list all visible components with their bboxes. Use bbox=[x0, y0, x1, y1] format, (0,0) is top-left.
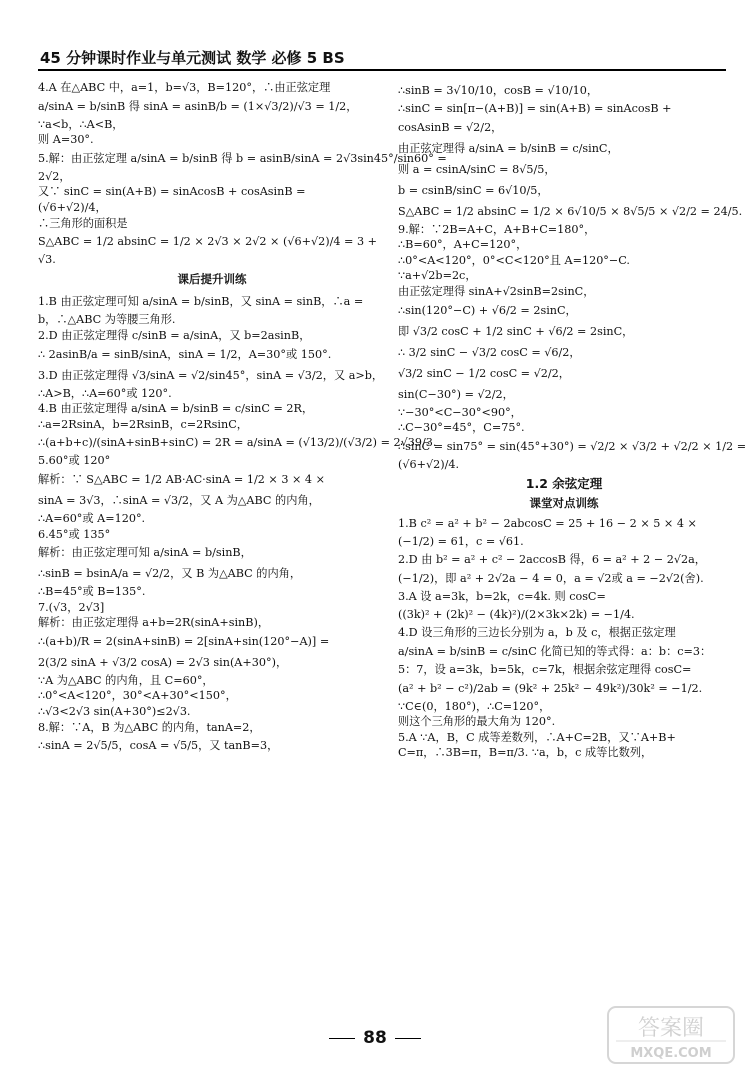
text-line: 由正弦定理得 a/sinA = b/sinB = c/sinC， bbox=[398, 141, 619, 155]
watermark-logo bbox=[606, 1005, 736, 1065]
text-line: 2.D 由正弦定理得 c/sinB = a/sinA，又 b=2asinB， bbox=[38, 328, 311, 342]
section-heading-law-of-cosines: 1.2 余弦定理 bbox=[525, 476, 603, 492]
text-line: ∴sinC = sin75° = sin(45°+30°) = √2/2 × √3/2 + √2/2 × 1/2 = bbox=[398, 439, 747, 453]
text-line: 7.(√3，2√3] bbox=[38, 600, 105, 614]
text-line: ∴0°<A<120°，30°<A+30°<150°， bbox=[38, 689, 237, 703]
right-solutions-block-2 bbox=[398, 516, 730, 761]
text-line: (√6+√2)/4， bbox=[38, 200, 107, 214]
text-line: 2(3/2 sinA + √3/2 cosA) = 2√3 sin(A+30°)， bbox=[38, 655, 288, 669]
text-line: (a² + b² − c²)/2ab = (9k² + 25k² − 49k²)/30k² = −1/2. bbox=[398, 681, 703, 695]
text-line: 5：7，设 a=3k，b=5k，c=7k，根据余弦定理得 cosC= bbox=[398, 662, 692, 676]
text-line: ∴(a+b)/R = 2(sinA+sinB) = 2[sinA+sin(120°−A)] = bbox=[38, 634, 330, 648]
text-line: a/sinA = b/sinB = c/sinC 化简已知的等式得：a：b：c=3： bbox=[398, 644, 712, 658]
text-line: 则 a = csinA/sinC = 8√5/5， bbox=[398, 162, 556, 176]
text-line: 解析：由正弦定理得 a+b=2R(sinA+sinB)， bbox=[38, 616, 270, 630]
text-line: ∵a+√2b=2c， bbox=[398, 269, 477, 283]
text-line: ∴B=60°，A+C=120°， bbox=[398, 238, 528, 252]
page-header: 45 分钟课时作业与单元测试 数学 必修 5 BS bbox=[40, 49, 345, 67]
text-line: √3/2 sinC − 1/2 cosC = √2/2， bbox=[398, 366, 570, 380]
text-line: 解析：由正弦定理可知 a/sinA = b/sinB， bbox=[38, 546, 252, 560]
text-line: 由正弦定理得 sinA+√2sinB=2sinC， bbox=[398, 284, 595, 298]
text-line: ∴√3<2√3 sin(A+30°)≤2√3. bbox=[38, 705, 191, 719]
text-line: ∴sinC = sin[π−(A+B)] = sin(A+B) = sinAcosB + bbox=[398, 102, 672, 115]
text-line: 则 A=30°. bbox=[38, 133, 94, 147]
text-line: (√6+√2)/4. bbox=[398, 457, 460, 471]
text-line: ∴三角形的面积是 bbox=[38, 216, 128, 230]
text-line: ∴(a+b+c)/(sinA+sinB+sinC) = 2R = a/sinA = (√13/2)/(√3/2) = 2√39/3. bbox=[38, 436, 437, 450]
text-line: 6.45°或 135° bbox=[38, 527, 111, 541]
text-line: S△ABC = 1/2 absinC = 1/2 × 6√10/5 × 8√5/5 × √2/2 = 24/5. bbox=[398, 204, 743, 218]
text-line: b，∴△ABC 为等腰三角形. bbox=[38, 313, 176, 327]
text-line: ∴C−30°=45°，C=75°. bbox=[398, 421, 525, 435]
text-line: cosAsinB = √2/2， bbox=[398, 120, 503, 134]
text-line: ∴ 2asinB/a = sinB/sinA，sinA = 1/2，A=30°或 150°. bbox=[38, 347, 332, 361]
text-line: 3.D 由正弦定理得 √3/sinA = √2/sin45°，sinA = √3/2，又 a>b， bbox=[38, 368, 384, 382]
text-line: ∴sinB = bsinA/a = √2/2，又 B 为△ABC 的内角， bbox=[38, 567, 302, 581]
text-line: sin(C−30°) = √2/2， bbox=[398, 387, 514, 401]
text-line: S△ABC = 1/2 absinC = 1/2 × 2√3 × 2√2 × (√6+√2)/4 = 3 + bbox=[38, 235, 377, 249]
text-line: (−1/2) = 61，c = √61. bbox=[398, 535, 524, 549]
text-line: 4.A 在△ABC 中，a=1，b=√3，B=120°，∴由正弦定理 bbox=[38, 81, 331, 94]
watermark-text: 答案圈 bbox=[637, 1016, 705, 1041]
left-solutions-block-1 bbox=[38, 80, 447, 268]
text-line: 2.D 由 b² = a² + c² − 2accosB 得，6 = a² + 2 − 2√2a， bbox=[398, 553, 706, 567]
text-line: ∵a<b，∴A<B， bbox=[38, 117, 124, 131]
text-line: ∴sinA = 2√5/5，cosA = √5/5，又 tanB=3， bbox=[38, 739, 279, 753]
text-line: ((3k)² + (2k)² − (4k)²)/(2×3k×2k) = −1/4. bbox=[398, 608, 635, 622]
text-line: 则这个三角形的最大角为 120°. bbox=[398, 715, 556, 729]
text-line: 5.解：由正弦定理 a/sinA = b/sinB 得 b = asinB/sinA = 2√3sin45°/sin60° = bbox=[38, 151, 447, 165]
text-line: 4.D 设三角形的三边长分别为 a，b 及 c，根据正弦定理 bbox=[398, 626, 676, 640]
page-number: 88 bbox=[0, 1028, 750, 1048]
text-line: √3. bbox=[38, 253, 56, 267]
text-line: 1.B c² = a² + b² − 2abcosC = 25 + 16 − 2 × 5 × 4 × bbox=[398, 516, 697, 530]
right-column bbox=[398, 80, 747, 761]
text-line: sinA = 3√3，∴sinA = √3/2，又 A 为△ABC 的内角， bbox=[38, 493, 320, 507]
text-line: 即 √3/2 cosC + 1/2 sinC + √6/2 = 2sinC， bbox=[398, 324, 634, 338]
text-line: ∴sin(120°−C) + √6/2 = 2sinC， bbox=[398, 303, 577, 317]
text-line: a/sinA = b/sinB 得 sinA = asinB/b = (1×√3/2)/√3 = 1/2， bbox=[38, 99, 358, 113]
right-solutions-block-1 bbox=[398, 80, 747, 472]
text-line: C=π，∴3B=π，B=π/3. ∵a，b，c 成等比数列， bbox=[398, 746, 653, 760]
section-heading-after-class: 课后提升训练 bbox=[177, 271, 247, 286]
text-line: ∴sinB = 3√10/10，cosB = √10/10， bbox=[398, 84, 599, 97]
text-line: 又∵ sinC = sin(A+B) = sinAcosB + cosAsinB = bbox=[38, 185, 306, 199]
text-line: (−1/2)，即 a² + 2√2a − 4 = 0，a = √2或 a = −2√2(舍). bbox=[398, 571, 704, 585]
text-line: ∴0°<A<120°，0°<C<120°且 A=120°−C. bbox=[398, 253, 630, 267]
text-line: 5.60°或 120° bbox=[38, 454, 111, 468]
text-line: ∵−30°<C−30°<90°， bbox=[398, 405, 522, 419]
watermark-url: MXQE.COM bbox=[630, 1046, 712, 1061]
text-line: 解析：∵ S△ABC = 1/2 AB·AC·sinA = 1/2 × 3 × 4 × bbox=[38, 472, 325, 486]
text-line: 1.B 由正弦定理可知 a/sinA = b/sinB，又 sinA = sinB，∴a = bbox=[38, 295, 364, 309]
text-line: 4.B 由正弦定理得 a/sinA = b/sinB = c/sinC = 2R， bbox=[38, 402, 314, 416]
text-line: ∴A=60°或 A=120°. bbox=[38, 511, 146, 525]
text-line: 9.解：∵2B=A+C，A+B+C=180°， bbox=[398, 222, 596, 236]
text-line: 2√2， bbox=[38, 169, 71, 183]
text-line: ∴B=45°或 B=135°. bbox=[38, 585, 146, 599]
text-line: 5.A ∵A，B，C 成等差数列，∴A+C=2B，又∵A+B+ bbox=[398, 730, 676, 744]
text-line: 8.解：∵A，B 为△ABC 的内角，tanA=2， bbox=[38, 720, 261, 734]
text-line: ∴A>B，∴A=60°或 120°. bbox=[38, 386, 172, 400]
text-line: ∵C∈(0，180°)，∴C=120°， bbox=[398, 699, 551, 713]
text-line: ∴ 3/2 sinC − √3/2 cosC = √6/2， bbox=[398, 345, 581, 359]
text-line: ∵A 为△ABC 的内角，且 C=60°， bbox=[38, 673, 214, 687]
section-heading-in-class: 课堂对点训练 bbox=[529, 495, 599, 510]
header-rule bbox=[38, 69, 726, 71]
text-line: b = csinB/sinC = 6√10/5， bbox=[398, 183, 549, 197]
text-line: 3.A 设 a=3k，b=2k，c=4k. 则 cosC= bbox=[398, 589, 606, 603]
text-line: ∴a=2RsinA，b=2RsinB，c=2RsinC， bbox=[38, 417, 248, 431]
